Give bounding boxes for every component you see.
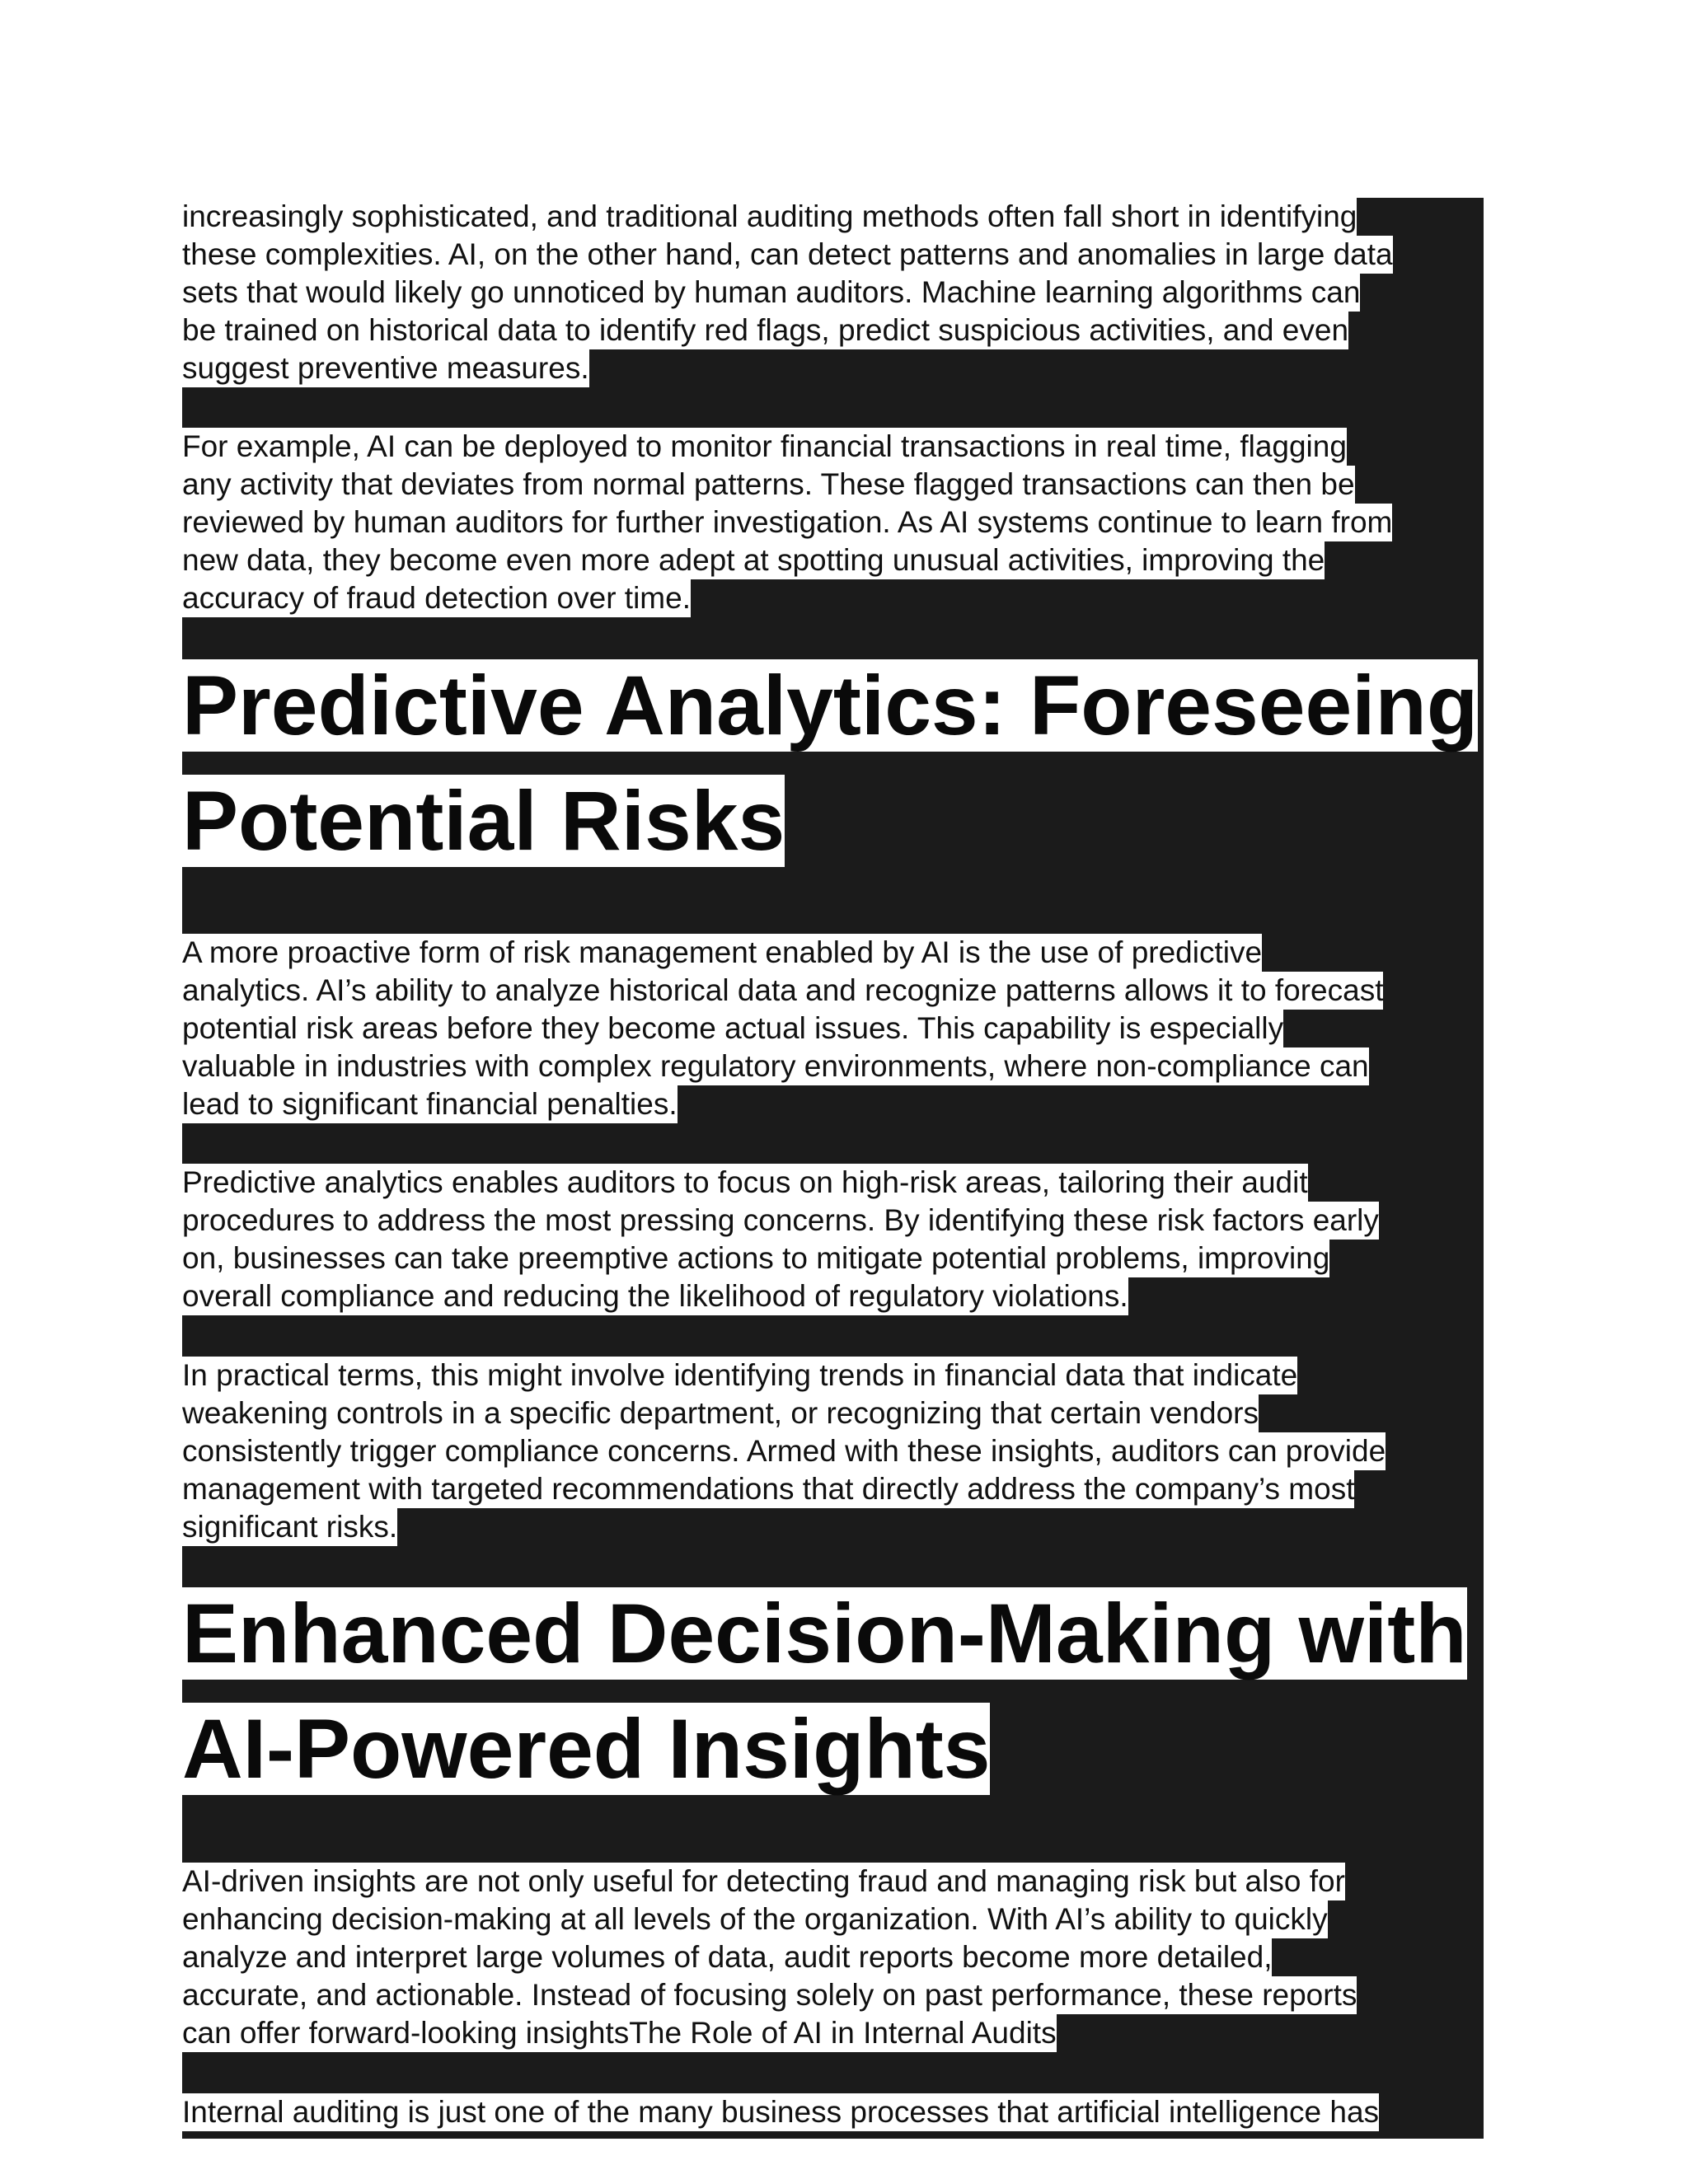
paragraph-2-line-1: For example, AI can be deployed to monitor financial transactions in real time, flagging (182, 428, 1347, 466)
paragraph-5-line-3: consistently trigger compliance concerns. Armed with these insights, auditors can provide (182, 1432, 1386, 1470)
paragraph-5-line-1: In practical terms, this might involve identifying trends in financial data that indicate (182, 1357, 1297, 1394)
paragraph-1-line-4: be trained on historical data to identify red flags, predict suspicious activities, and even (182, 312, 1348, 349)
heading-enhanced-decision-making-line-2: AI-Powered Insights (182, 1702, 991, 1796)
paragraph-1-line-2: these complexities. AI, on the other hand, can detect patterns and anomalies in large data (182, 236, 1393, 274)
paragraph-1-line-1: increasingly sophisticated, and traditional auditing methods often fall short in identifying (182, 198, 1357, 236)
paragraph-5-line-5: significant risks. (182, 1508, 397, 1546)
paragraph-4-line-1: Predictive analytics enables auditors to focus on high-risk areas, tailoring their audit (182, 1164, 1308, 1202)
paragraph-2-line-5: accuracy of fraud detection over time. (182, 579, 691, 617)
paragraph-4-line-2: procedures to address the most pressing concerns. By identifying these risk factors early (182, 1202, 1379, 1240)
paragraph-1-line-3: sets that would likely go unnoticed by human auditors. Machine learning algorithms can (182, 274, 1360, 312)
paragraph-2-line-4: new data, they become even more adept at spotting unusual activities, improving the (182, 541, 1325, 579)
paragraph-4-line-4: overall compliance and reducing the likelihood of regulatory violations. (182, 1277, 1128, 1315)
paragraph-3-line-1: A more proactive form of risk management enabled by AI is the use of predictive (182, 934, 1262, 972)
heading-enhanced-decision-making-line-1: Enhanced Decision-Making with (182, 1586, 1467, 1680)
heading-predictive-analytics-line-2: Potential Risks (182, 774, 785, 868)
paragraph-3-line-2: analytics. AI’s ability to analyze historical data and recognize patterns allows it to forecast (182, 972, 1383, 1010)
paragraph-5-line-4: management with targeted recommendations that directly address the company’s most (182, 1470, 1354, 1508)
paragraph-3-line-4: valuable in industries with complex regulatory environments, where non-compliance can (182, 1047, 1369, 1085)
paragraph-6-line-2: enhancing decision-making at all levels of the organization. With AI’s ability to quickly (182, 1900, 1328, 1938)
paragraph-3-line-5: lead to significant financial penalties. (182, 1085, 678, 1123)
paragraph-5-line-2: weakening controls in a specific department, or recognizing that certain vendors (182, 1394, 1259, 1432)
heading-predictive-analytics-line-1: Predictive Analytics: Foreseeing (182, 658, 1479, 752)
paragraph-6-line-1: AI-driven insights are not only useful for detecting fraud and managing risk but also for (182, 1863, 1345, 1900)
paragraph-2-line-3: reviewed by human auditors for further investigation. As AI systems continue to learn from (182, 504, 1392, 541)
paragraph-2-line-2: any activity that deviates from normal patterns. These flagged transactions can then be (182, 466, 1355, 504)
paragraph-6-line-5: can offer forward-looking insightsThe Role of AI in Internal Audits (182, 2014, 1057, 2052)
paragraph-6-line-4: accurate, and actionable. Instead of focusing solely on past performance, these reports (182, 1976, 1357, 2014)
paragraph-6-line-3: analyze and interpret large volumes of data, audit reports become more detailed, (182, 1938, 1272, 1976)
paragraph-4-line-3: on, businesses can take preemptive actions to mitigate potential problems, improving (182, 1240, 1329, 1277)
paragraph-3-line-3: potential risk areas before they become actual issues. This capability is especially (182, 1010, 1283, 1047)
paragraph-7-line-1: Internal auditing is just one of the many business processes that artificial intelligence has (182, 2093, 1379, 2131)
paragraph-1-line-5: suggest preventive measures. (182, 349, 589, 387)
